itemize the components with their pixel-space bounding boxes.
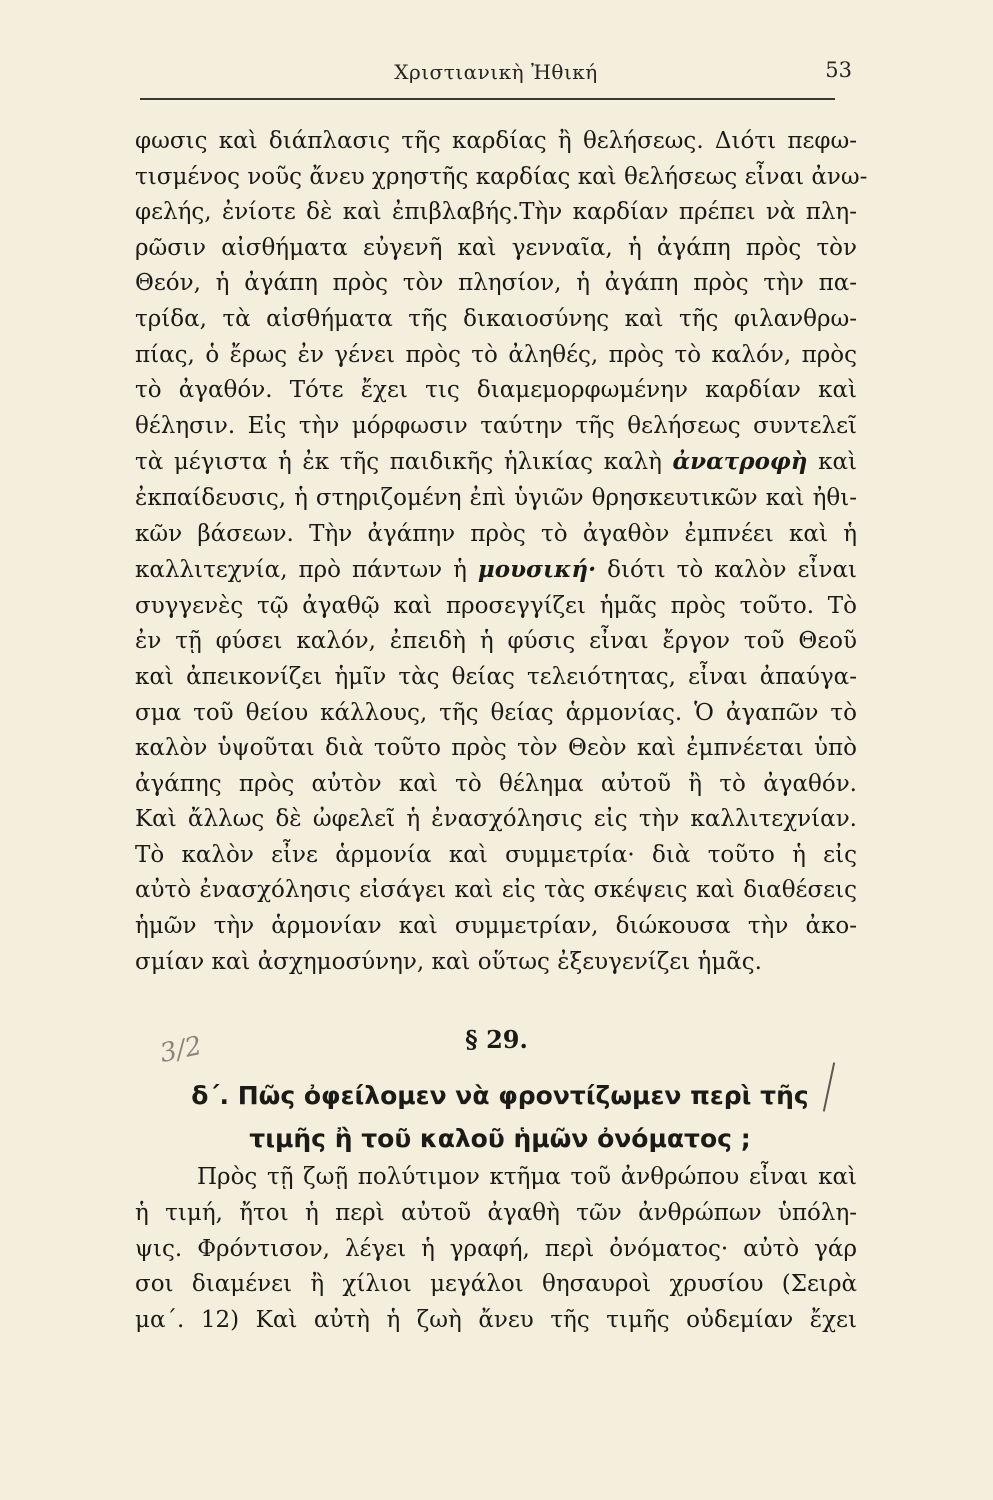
paragraph-1 bbox=[135, 124, 868, 980]
text-line: ἀγάπης πρὸς αὐτὸν καὶ τὸ θέλημα αὐτοῦ ἢ τὸ ἀγαθόν. bbox=[135, 770, 857, 797]
section-number: § 29. bbox=[465, 1025, 528, 1054]
running-title: Χριστιανικὴ Ἠθική bbox=[394, 60, 598, 84]
section-title-line: τιμῆς ἢ τοῦ καλοῦ ἡμῶν ὀνόματος ; bbox=[249, 1124, 751, 1153]
text-line: Πρὸς τῇ ζωῇ πολύτιμον κτῆμα τοῦ ἀνθρώπου εἶναι καὶ bbox=[197, 1164, 857, 1190]
text-line: τρίδα, τὰ αἰσθήματα τῆς δικαιοσύνης καὶ τῆς φιλανθρω- bbox=[135, 305, 857, 332]
text-line: φελής, ἐνίοτε δὲ καὶ ἐπιβλαβής.Τὴν καρδίαν πρέπει νὰ πλη- bbox=[135, 199, 857, 226]
text-line: ψις. Φρόντισον, λέγει ἡ γραφή, περὶ ὀνόματος· αὐτὸ γάρ bbox=[135, 1235, 857, 1262]
text-line: ἡ τιμή, ἤτοι ἡ περὶ αὐτοῦ ἀγαθὴ τῶν ἀνθρώπων ὑπόλη- bbox=[135, 1199, 857, 1226]
text-line bbox=[135, 444, 857, 481]
emphasis-word: μουσική· bbox=[477, 556, 597, 584]
paragraph-2 bbox=[135, 1160, 857, 1339]
text-line: συγγενὲς τῷ ἀγαθῷ καὶ προσεγγίζει ἡμᾶς πρὸς τοῦτο. Τὸ bbox=[135, 592, 857, 619]
text-line: αὐτὸ ἐνασχόλησις εἰσάγει καὶ εἰς τὰς σκέψεις καὶ διαθέσεις bbox=[135, 877, 857, 904]
text-line: καὶ ἀπεικονίζει ἡμῖν τὰς θείας τελειότητας, εἶναι ἀπαύγα- bbox=[135, 663, 857, 690]
text-line: Τὸ καλὸν εἶνε ἁρμονία καὶ συμμετρία· διὰ τοῦτο ἡ εἰς bbox=[135, 841, 857, 868]
text-line: τισμένος νοῦς ἄνευ χρηστῆς καρδίας καὶ θελήσεως εἶναι ἀνω- bbox=[135, 163, 868, 190]
handwritten-margin-note: 3/2 bbox=[157, 1030, 205, 1070]
text-line: τὸ ἀγαθόν. Τότε ἔχει τις διαμεμορφωμένην καρδίαν καὶ bbox=[135, 377, 857, 404]
text-line: σοι διαμένει ἢ χίλιοι μεγάλοι θησαυροὶ χρυσίου (Σειρὰ bbox=[135, 1271, 857, 1298]
text-segment: καλλιτεχνία, πρὸ πάντων ἡ bbox=[135, 557, 467, 584]
text-line: Καὶ ἄλλως δὲ ὠφελεῖ ἡ ἐνασχόλησις εἰς τὴν καλλιτεχνίαν. bbox=[135, 806, 857, 833]
text-line: μα΄. 12) Καὶ αὐτὴ ἡ ζωὴ ἄνευ τῆς τιμῆς οὐδεμίαν ἔχει bbox=[135, 1307, 857, 1334]
text-line: θέλησιν. Εἰς τὴν μόρφωσιν ταύτην τῆς θελήσεως συντελεῖ bbox=[135, 412, 857, 439]
text-line: Θεόν, ἡ ἀγάπη πρὸς τὸν πλησίον, ἡ ἀγάπη πρὸς τὴν πα- bbox=[135, 270, 857, 297]
text-line: ἡμῶν τὴν ἁρμονίαν καὶ συμμετρίαν, διώκουσα τὴν ἀκο- bbox=[135, 913, 857, 940]
text-line: σμα τοῦ θείου κάλλους, τῆς θείας ἁρμονίας. Ὁ ἀγαπῶν τὸ bbox=[135, 699, 857, 726]
text-line: ρῶσιν αἰσθήματα εὐγενῆ καὶ γενναῖα, ἡ ἀγάπη πρὸς τὸν bbox=[135, 234, 857, 261]
text-line: κῶν βάσεων. Τὴν ἀγάπην πρὸς τὸ ἀγαθὸν ἐμπνέει καὶ ἡ bbox=[135, 520, 857, 547]
text-line bbox=[135, 552, 857, 589]
text-line: ἐκπαίδευσις, ἡ στηριζομένη ἐπὶ ὑγιῶν θρησκευτικῶν καὶ ἠθι- bbox=[135, 484, 857, 511]
page-header bbox=[140, 58, 852, 92]
emphasis-word: ἀνατροφὴ bbox=[672, 448, 808, 476]
header-rule bbox=[140, 98, 835, 100]
section-title-line: δ΄. Πῶς ὀφείλομεν νὰ φροντίζωμεν περὶ τῆς bbox=[191, 1081, 809, 1110]
section-title bbox=[175, 1074, 825, 1160]
text-segment: καὶ bbox=[818, 449, 857, 476]
text-line: φωσις καὶ διάπλασις τῆς καρδίας ἢ θελήσεως. Διότι πεφω- bbox=[135, 128, 857, 154]
text-line: πίας, ὁ ἔρως ἐν γένει πρὸς τὸ ἀληθές, πρὸς τὸ καλόν, πρὸς bbox=[135, 341, 857, 368]
text-segment: διότι τὸ καλὸν εἶναι bbox=[607, 557, 857, 584]
text-line: ἐν τῇ φύσει καλόν, ἐπειδὴ ἡ φύσις εἶναι ἔργον τοῦ Θεοῦ bbox=[135, 628, 857, 655]
text-segment: τὰ μέγιστα ἡ ἐκ τῆς παιδικῆς ἡλικίας καλὴ bbox=[135, 449, 662, 476]
page-number: 53 bbox=[825, 58, 852, 82]
text-line: σμίαν καὶ ἀσχημοσύνην, καὶ οὕτως ἐξευγενίζει ἡμᾶς. bbox=[135, 948, 762, 975]
text-line: καλὸν ὑψοῦται διὰ τοῦτο πρὸς τὸν Θεὸν καὶ ἐμπνέεται ὑπὸ bbox=[135, 735, 857, 762]
